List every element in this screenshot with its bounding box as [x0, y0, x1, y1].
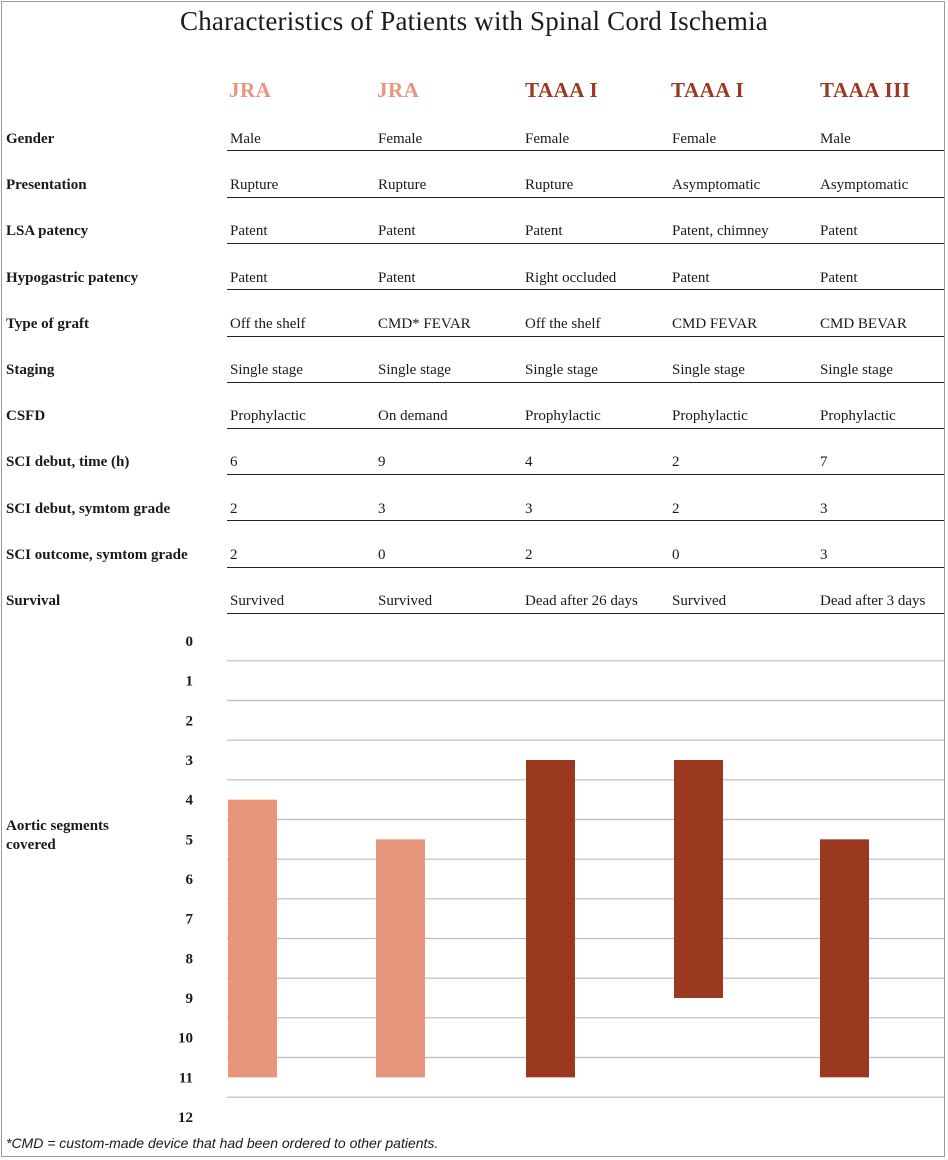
- footnote: *CMD = custom-made device that had been ordered to other patients.: [6, 1135, 439, 1151]
- table-cell: Female: [378, 131, 423, 147]
- table-cell: Asymptomatic: [820, 177, 909, 193]
- table-cell: Female: [525, 131, 570, 147]
- table-cell: Off the shelf: [230, 316, 306, 332]
- row-label: SCI outcome, symtom grade: [6, 547, 188, 563]
- table-cell: Survived: [672, 593, 727, 609]
- table-cell: 2: [525, 547, 533, 563]
- table-cell: Patent: [672, 270, 710, 286]
- table-cell: Single stage: [378, 362, 451, 378]
- table-cell: 0: [378, 547, 386, 563]
- table-cell: 2: [672, 454, 680, 470]
- table-cell: Single stage: [525, 362, 598, 378]
- table-cell: On demand: [378, 408, 448, 424]
- table-cell: Patent: [230, 270, 268, 286]
- table-cell: Patent, chimney: [672, 223, 769, 239]
- table-cell: Survived: [378, 593, 433, 609]
- table-cell: Prophylactic: [525, 408, 601, 424]
- y-tick-label: 8: [185, 951, 193, 968]
- y-tick-label: 1: [185, 673, 193, 690]
- table-cell: Patent: [820, 223, 858, 239]
- table-cell: Prophylactic: [230, 408, 306, 424]
- table-cell: 2: [672, 501, 680, 517]
- table-cell: Male: [820, 131, 851, 147]
- table-cell: Patent: [525, 223, 563, 239]
- y-tick-label: 2: [185, 713, 193, 730]
- row-label: CSFD: [6, 408, 46, 424]
- y-tick-label: 4: [185, 792, 193, 809]
- row-label: Gender: [6, 131, 55, 147]
- table-cell: 3: [378, 501, 386, 517]
- table-cell: 2: [230, 547, 238, 563]
- row-label: SCI debut, symtom grade: [6, 501, 171, 517]
- table-cell: Single stage: [230, 362, 303, 378]
- table-cell: 4: [525, 454, 533, 470]
- table-cell: 3: [820, 501, 828, 517]
- table-cell: Off the shelf: [525, 316, 601, 332]
- table-cell: 0: [672, 547, 680, 563]
- figure-title: Characteristics of Patients with Spinal Cord Ischemia: [180, 6, 768, 36]
- column-header-2: JRA: [377, 78, 420, 102]
- table-cell: Prophylactic: [820, 408, 896, 424]
- table-cell: Asymptomatic: [672, 177, 761, 193]
- table-cell: Single stage: [672, 362, 745, 378]
- column-header-5: TAAA III: [820, 78, 911, 102]
- table-cell: Single stage: [820, 362, 893, 378]
- row-label: SCI debut, time (h): [6, 454, 130, 470]
- row-label: Staging: [6, 362, 55, 378]
- y-tick-label: 6: [185, 872, 193, 888]
- table-cell: Prophylactic: [672, 408, 748, 424]
- table-cell: CMD FEVAR: [672, 316, 758, 332]
- table-cell: CMD* FEVAR: [378, 316, 471, 332]
- table-cell: 9: [378, 454, 386, 470]
- y-tick-label: 12: [178, 1110, 193, 1126]
- row-label: Survival: [6, 593, 61, 609]
- range-bar-5: [820, 839, 869, 1077]
- range-bar-4: [674, 760, 723, 998]
- table-cell: Dead after 26 days: [525, 593, 638, 609]
- table-cell: Patent: [378, 270, 416, 286]
- y-tick-label: 7: [185, 911, 193, 928]
- y-tick-label: 11: [178, 1070, 193, 1087]
- table-cell: 3: [820, 547, 828, 563]
- column-header-4: TAAA I: [671, 78, 745, 102]
- range-bar-3: [526, 760, 575, 1077]
- y-tick-label: 0: [185, 634, 193, 650]
- row-label: Type of graft: [6, 316, 90, 332]
- column-header-1: JRA: [229, 78, 272, 102]
- table-cell: Patent: [230, 223, 268, 239]
- table-cell: Female: [672, 131, 717, 147]
- table-cell: 7: [820, 454, 828, 470]
- table-cell: Patent: [378, 223, 416, 239]
- column-header-3: TAAA I: [525, 78, 599, 102]
- table-cell: Rupture: [230, 177, 279, 193]
- row-label: Hypogastric patency: [6, 270, 139, 286]
- range-bar-1: [228, 800, 277, 1078]
- table-cell: Male: [230, 131, 261, 147]
- row-label: Presentation: [6, 177, 87, 193]
- table-cell: 2: [230, 501, 238, 517]
- table-cell: Rupture: [378, 177, 427, 193]
- y-tick-label: 10: [178, 1030, 193, 1047]
- table-cell: 6: [230, 454, 238, 470]
- y-axis-label: Aortic segments covered: [6, 818, 109, 853]
- range-bar-2: [376, 839, 425, 1077]
- table-cell: CMD BEVAR: [820, 316, 907, 332]
- y-tick-label: 3: [185, 753, 193, 769]
- table-cell: Rupture: [525, 177, 574, 193]
- y-tick-label: 5: [185, 832, 193, 849]
- table-cell: 3: [525, 501, 533, 517]
- table-cell: Patent: [820, 270, 858, 286]
- table-cell: Survived: [230, 593, 285, 609]
- y-tick-label: 9: [185, 991, 193, 1007]
- row-label: LSA patency: [6, 223, 89, 239]
- table-cell: Dead after 3 days: [820, 593, 926, 609]
- table-cell: Right occluded: [525, 270, 617, 286]
